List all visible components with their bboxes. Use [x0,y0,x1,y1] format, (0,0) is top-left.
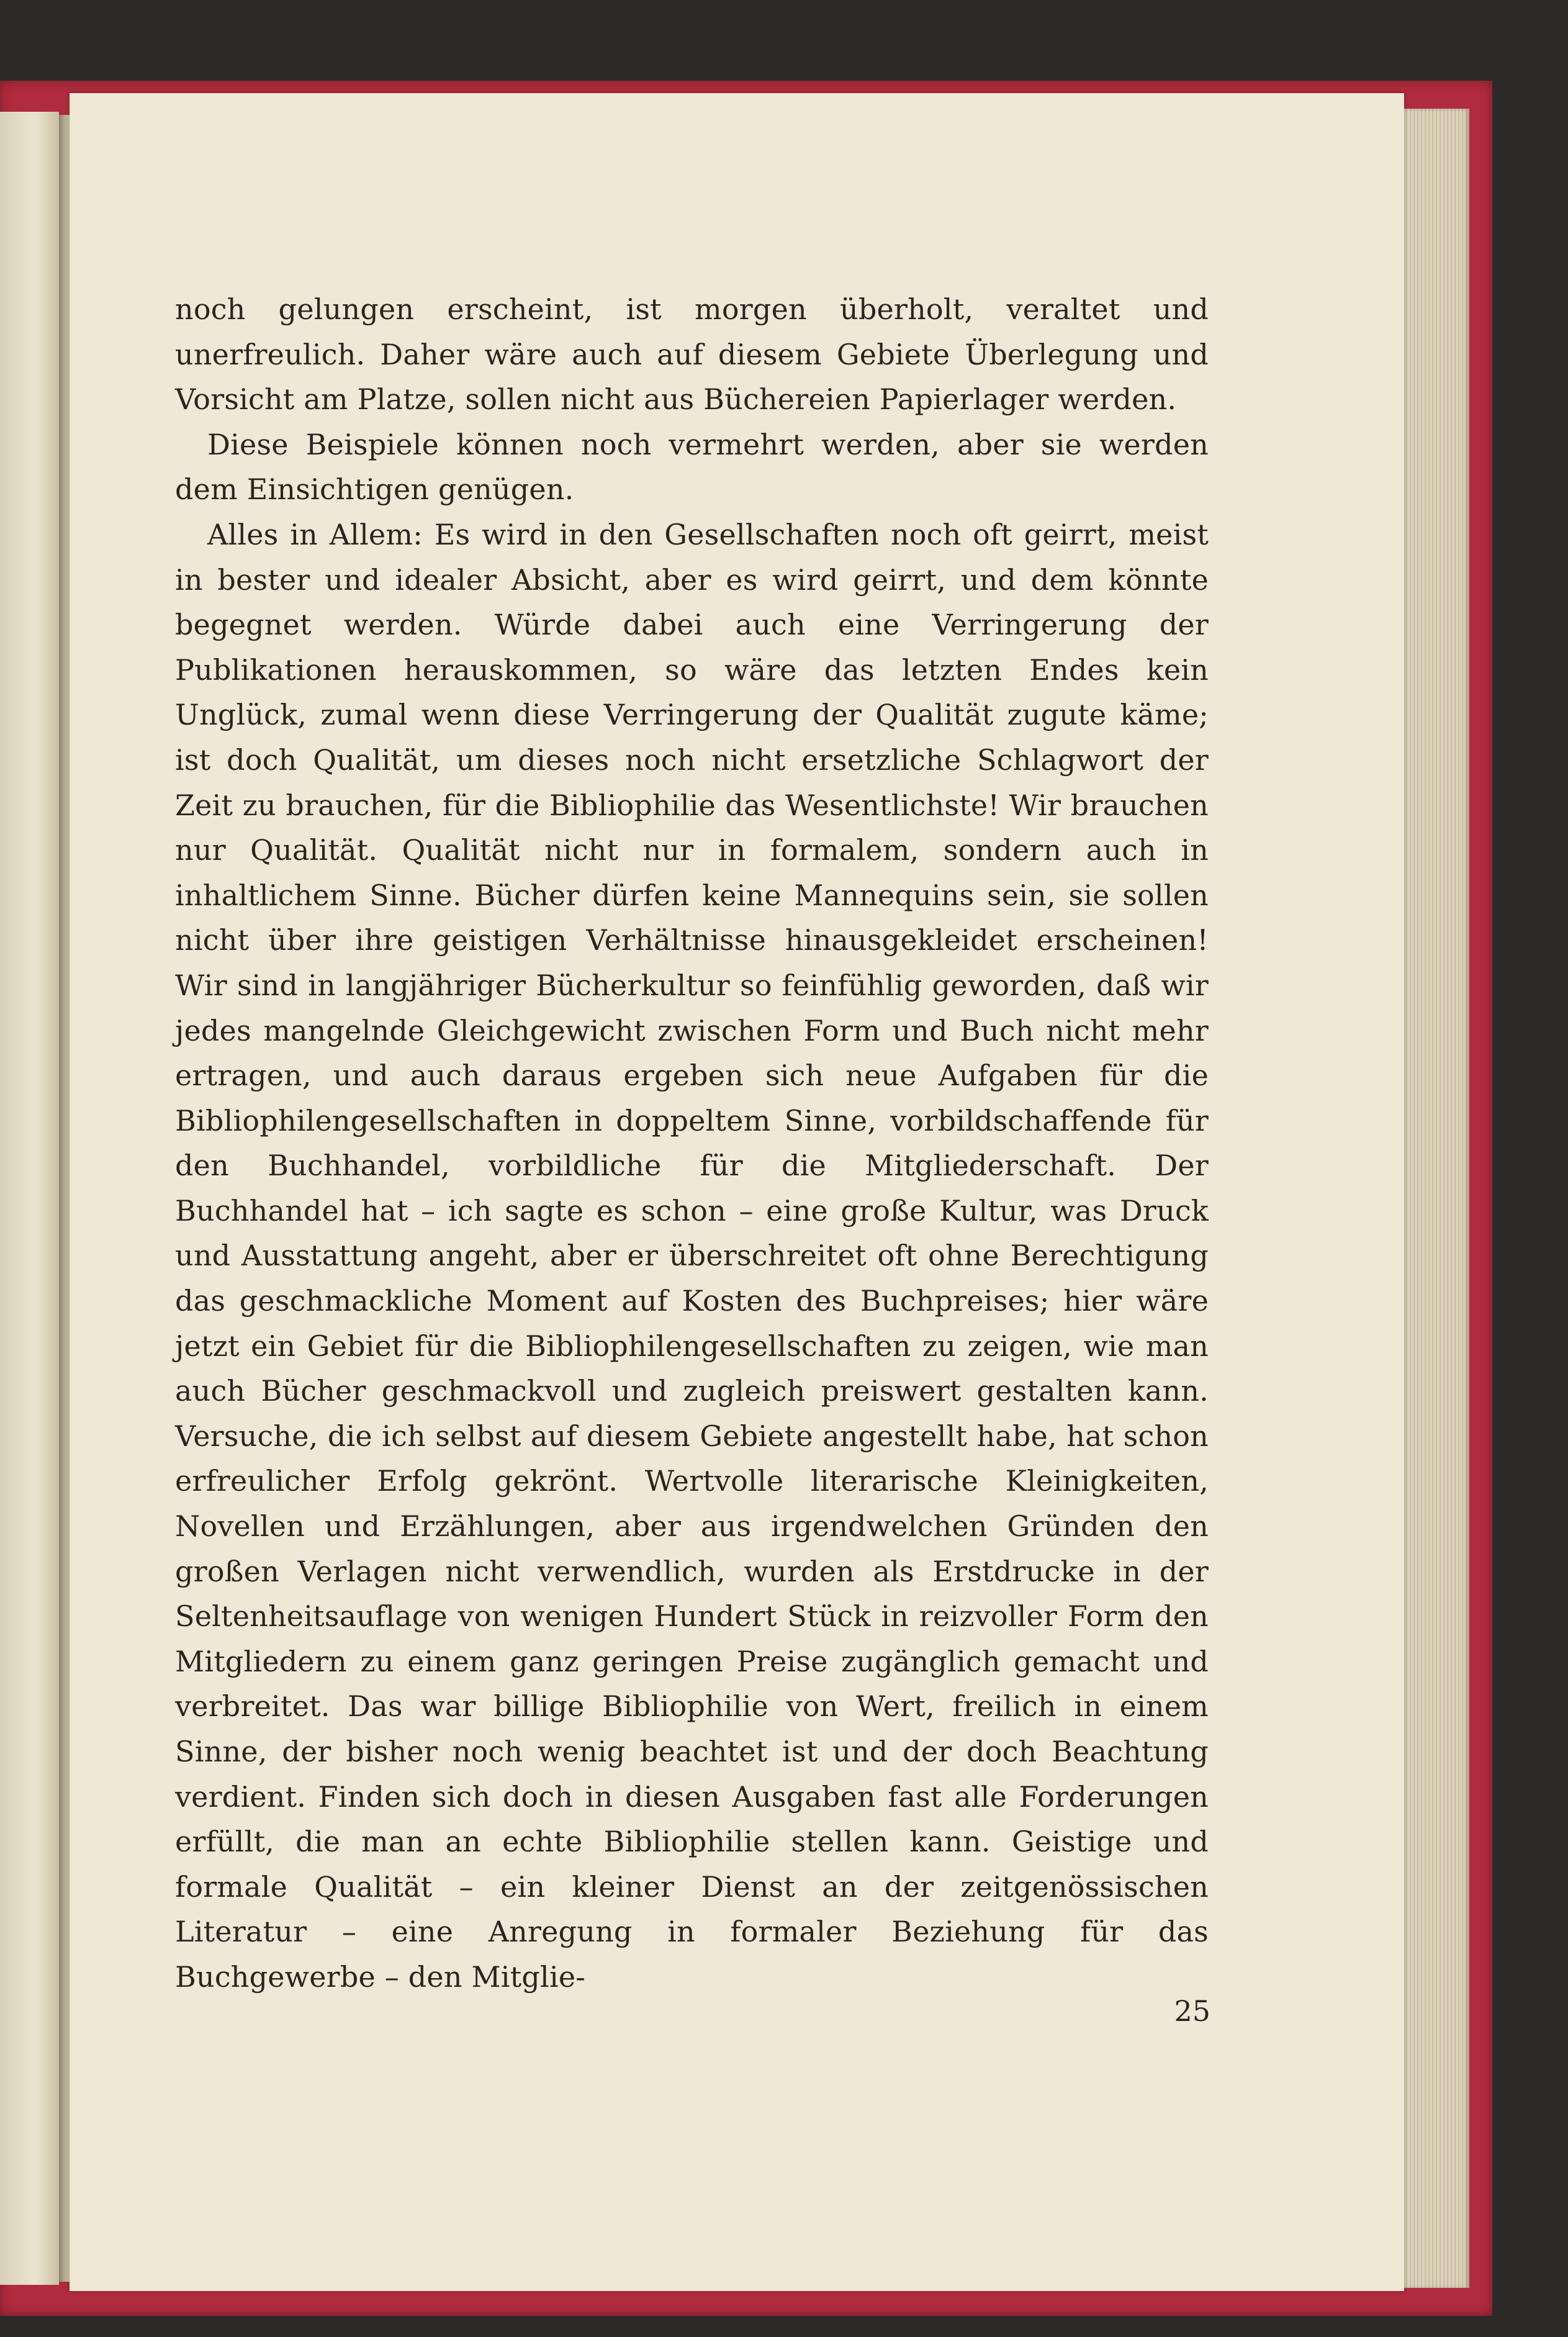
paragraph: Diese Beispiele können noch vermehrt werden, aber sie werden dem Einsichtigen genügen. [175,427,1209,507]
page-number: 25 [1174,1994,1210,2028]
page-text [175,287,1209,2000]
paragraph: noch gelungen erscheint, ist morgen überholt, veraltet und unerfreulich. Daher wäre auch auf diesem Gebiete Überlegung und Vorsicht am Platze, sollen nicht aus Büchereien Papierlager werden. [175,292,1209,417]
paragraph: Alles in Allem: Es wird in den Gesellschaften noch oft geirrt, meist in bester und idealer Absicht, aber es wird geirrt, und dem könnte begegnet werden. Würde dabei auch eine Verringerung der Publikationen herauskommen, so wäre das letzten Endes kein Unglück, zumal wenn diese Verringerung der Qualität zugute käme; ist doch Qualität, um dieses noch nicht ersetzliche Schlagwort der Zeit zu brauchen, für die Bibliophilie das Wesentlichste! Wir brauchen nur Qualität. Qualität nicht nur in formalem, sondern auch in inhaltlichem Sinne. Bücher dürfen keine Mannequins sein, sie sollen nicht über ihre geistigen Verhältnisse hinausgekleidet erscheinen! Wir sind in langjähriger Bücherkultur so feinfühlig geworden, daß wir jedes mangelnde Gleichgewicht zwischen Form und Buch nicht mehr ertragen, und auch daraus ergeben sich neue Aufgaben für die Bibliophilengesellschaften in doppeltem Sinne, vorbildschaffende für den Buchhandel, vorbildliche für die Mitgliederschaft. Der Buchhandel hat – ich sagte es schon – eine große Kultur, was Druck und Ausstattung angeht, aber er überschreitet oft ohne Berechtigung das geschmackliche Moment auf Kosten des Buchpreises; hier wäre jetzt ein Gebiet für die Bibliophilengesellschaften zu zeigen, wie man auch Bücher geschmackvoll und zugleich preiswert gestalten kann. Versuche, die ich selbst auf diesem Gebiete angestellt habe, hat schon erfreulicher Erfolg gekrönt. Wertvolle literarische Kleinigkeiten, Novellen und Erzählungen, aber aus irgendwelchen Gründen den großen Verlagen nicht verwendlich, wurden als Erstdrucke in der Seltenheitsauflage von wenigen Hundert Stück in reizvoller Form den Mitgliedern zu einem ganz geringen Preise zugänglich gemacht und verbreitet. Das war billige Bibliophilie von Wert, freilich in einem Sinne, der bisher noch wenig beachtet ist und der doch Beachtung verdient. Finden sich doch in diesen Ausgaben fast alle Forderungen erfüllt, die man an echte Bibliophilie stellen kann. Geistige und formale Qualität – ein kleiner Dienst an der zeitgenössischen Literatur – eine Anregung in formaler Beziehung für das Buchgewerbe – den Mitglie- [175,517,1209,1994]
page-block-edges [1404,109,1469,2288]
facing-page-edge [0,112,59,2285]
book-gutter [59,115,70,2282]
